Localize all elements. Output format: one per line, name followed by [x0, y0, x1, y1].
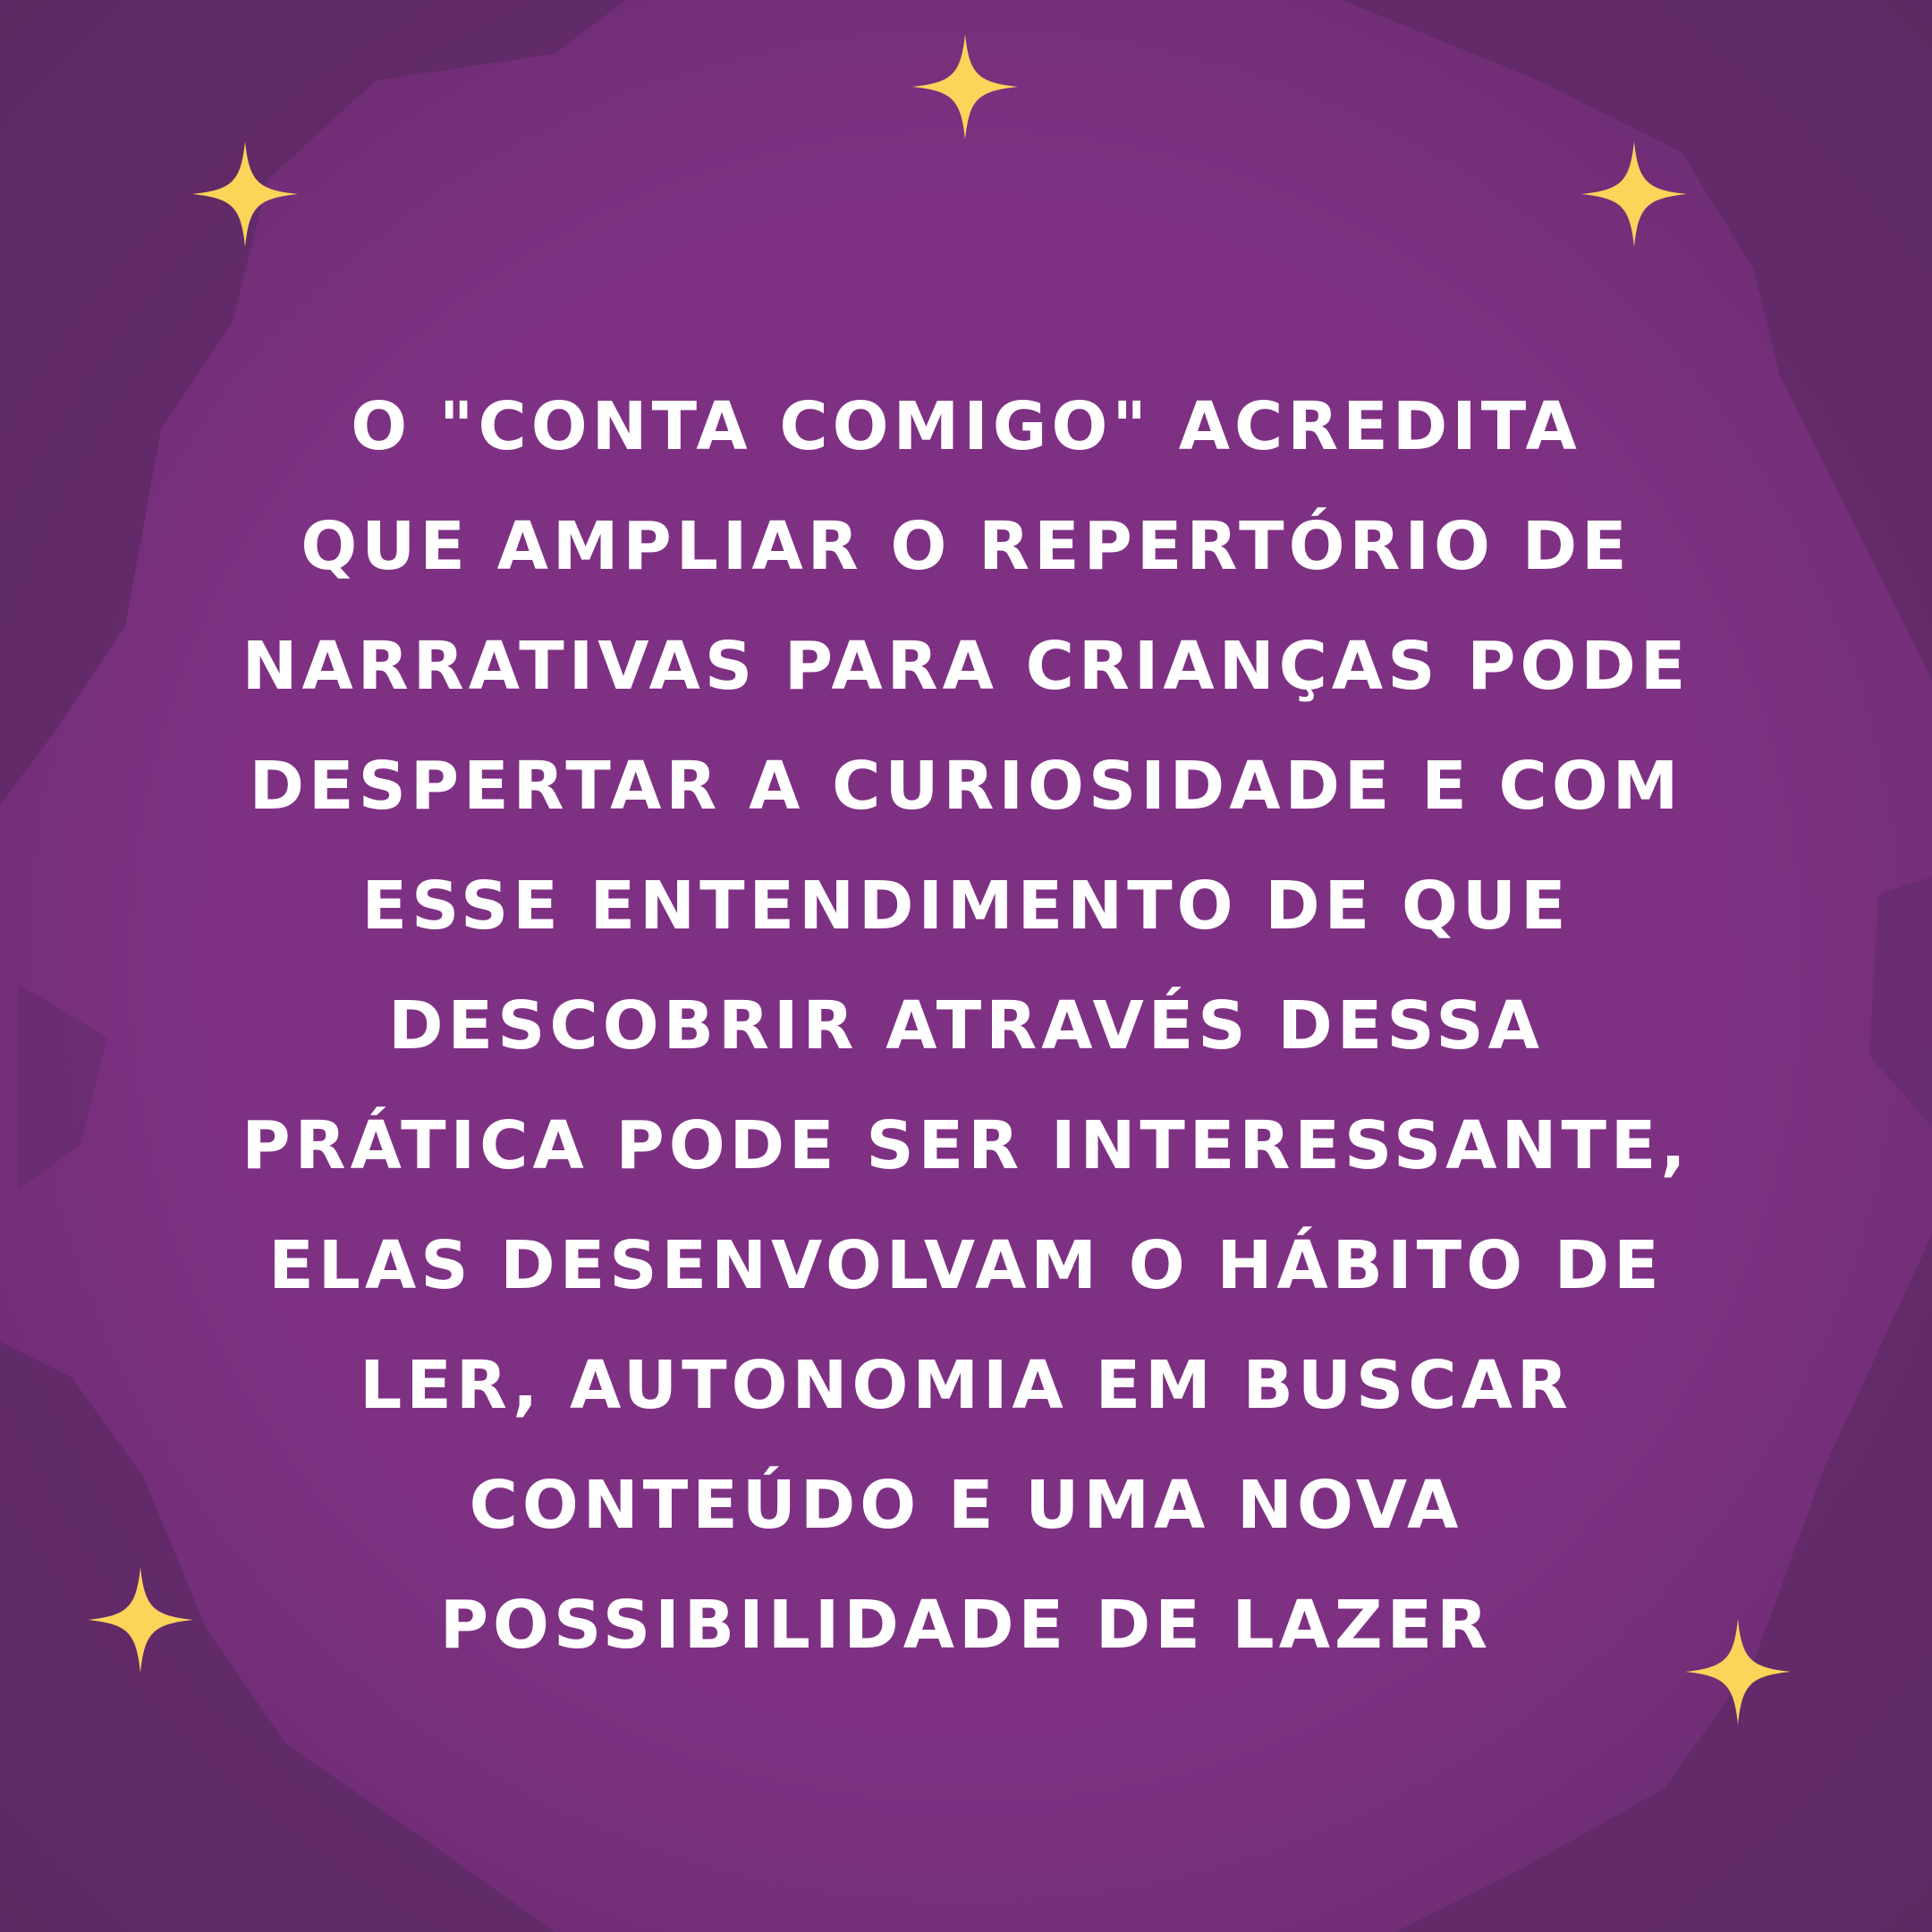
- sparkle-star-icon: [88, 1567, 193, 1673]
- quote-text: [215, 367, 1717, 1685]
- quote-line: POSSIBILIDADE DE LAZER: [439, 1587, 1493, 1664]
- sparkle-star-icon: [1581, 141, 1687, 247]
- quote-line: QUE AMPLIAR O REPERTÓRIO DE: [301, 508, 1631, 585]
- quote-line: O "CONTA COMIGO" ACREDITA: [351, 388, 1581, 465]
- quote-line: ELAS DESENVOLVAM O HÁBITO DE: [268, 1227, 1664, 1304]
- quote-line: PRÁTICA PODE SER INTERESSANTE,: [242, 1107, 1690, 1184]
- quote-line: DESPERTAR A CURIOSIDADE E COM: [249, 748, 1683, 825]
- quote-line: NARRATIVAS PARA CRIANÇAS PODE: [242, 628, 1690, 705]
- sparkle-star-icon: [192, 141, 298, 247]
- quote-line: CONTEÚDO E UMA NOVA: [469, 1467, 1463, 1544]
- quote-line: DESCOBRIR ATRAVÉS DESSA: [388, 987, 1544, 1064]
- sparkle-star-icon: [912, 34, 1018, 140]
- quote-line: ESSE ENTENDIMENTO DE QUE: [361, 868, 1571, 945]
- quote-line: LER, AUTONOMIA EM BUSCAR: [360, 1347, 1572, 1424]
